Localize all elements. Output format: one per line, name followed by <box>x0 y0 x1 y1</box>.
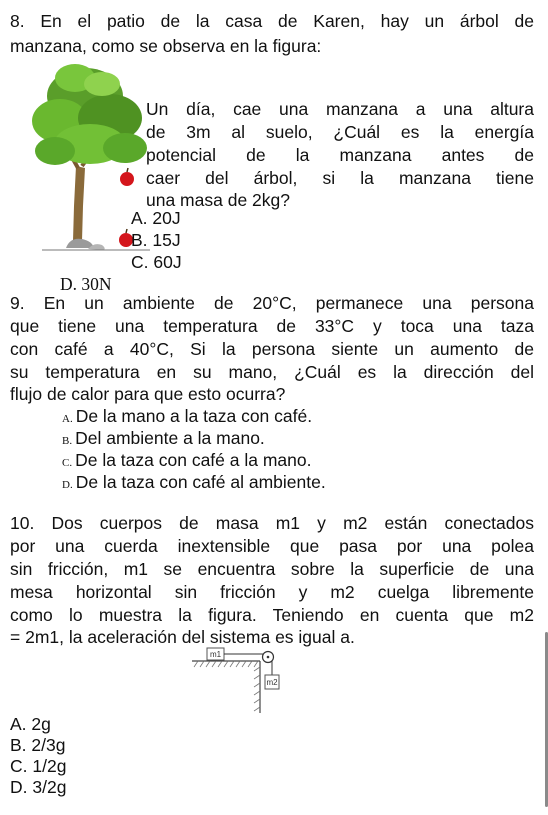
q9-option-d-letter: D. <box>62 479 73 491</box>
tree-trunk <box>73 166 85 241</box>
pulley-system-figure <box>190 645 280 715</box>
q9-line-1: 9. En un ambiente de 20°C, permanece una persona <box>10 293 534 313</box>
q8-option-a: A. 20J <box>131 208 181 228</box>
q10-line-6: = 2m1, la aceleración del sistema es igual a. <box>10 627 355 647</box>
q9-option-b-letter: B. <box>62 435 73 447</box>
q9-option-d-text: De la taza con café al ambiente. <box>75 472 326 492</box>
q9-option-c-text: De la taza con café a la mano. <box>75 450 312 470</box>
q9-line-3: con café a 40°C, Si la persona siente un aumento de <box>10 339 534 359</box>
apple-on-tree <box>120 168 134 186</box>
q10-option-a: A. 2g <box>10 714 51 734</box>
q8-option-b: B. 15J <box>131 230 181 250</box>
q9-line-5: flujo de calor para que esto ocurra? <box>10 384 286 404</box>
block-m2-label: m2 <box>266 678 278 687</box>
q10-option-b: B. 2/3g <box>10 735 66 755</box>
q8-text-line-1: Un día, cae una manzana a una altura <box>146 99 534 119</box>
q10-option-d: D. 3/2g <box>10 777 67 797</box>
q9-line-4: su temperatura en su mano, ¿Cuál es la dirección del <box>10 362 534 382</box>
q8-text-line-3: potencial de la manzana antes de <box>146 145 534 165</box>
q8-text-line-4: caer del árbol, si la manzana tiene <box>146 168 534 188</box>
rock <box>66 239 94 248</box>
q10-option-c: C. 1/2g <box>10 756 67 776</box>
block-m1-label: m1 <box>209 650 222 659</box>
q8-line-1: 8. En el patio de la casa de Karen, hay un árbol de <box>10 11 534 31</box>
q9-option-a-letter: A. <box>62 413 73 425</box>
q8-text-line-5: una masa de 2kg? <box>146 190 290 210</box>
q8-option-d: D. 30N <box>60 274 112 294</box>
q9-option-a-text: De la mano a la taza con café. <box>75 406 313 426</box>
q9-option-c-letter: C. <box>62 457 73 469</box>
q9-option-d <box>62 471 326 496</box>
q10-line-4: mesa horizontal sin fricción y m2 cuelga libremente <box>10 582 534 602</box>
q9-line-2: que tiene una temperatura de 33°C y toca una taza <box>10 316 534 336</box>
q10-line-3: sin fricción, m1 se encuentra sobre la superficie de una <box>10 559 534 579</box>
tree-foliage <box>32 64 147 165</box>
q10-line-1: 10. Dos cuerpos de masa m1 y m2 están conectados <box>10 513 534 533</box>
q9-option-b-text: Del ambiente a la mano. <box>75 428 265 448</box>
q10-line-5: como lo muestra la figura. Teniendo en cuenta que m2 <box>10 605 534 625</box>
q8-line-2: manzana, como se observa en la figura: <box>10 36 322 56</box>
q8-option-c: C. 60J <box>131 252 182 272</box>
q10-line-2: por una cuerda inextensible que pasa por una polea <box>10 536 534 556</box>
q8-text-line-2: de 3m al suelo, ¿Cuál es la energía <box>146 122 534 142</box>
